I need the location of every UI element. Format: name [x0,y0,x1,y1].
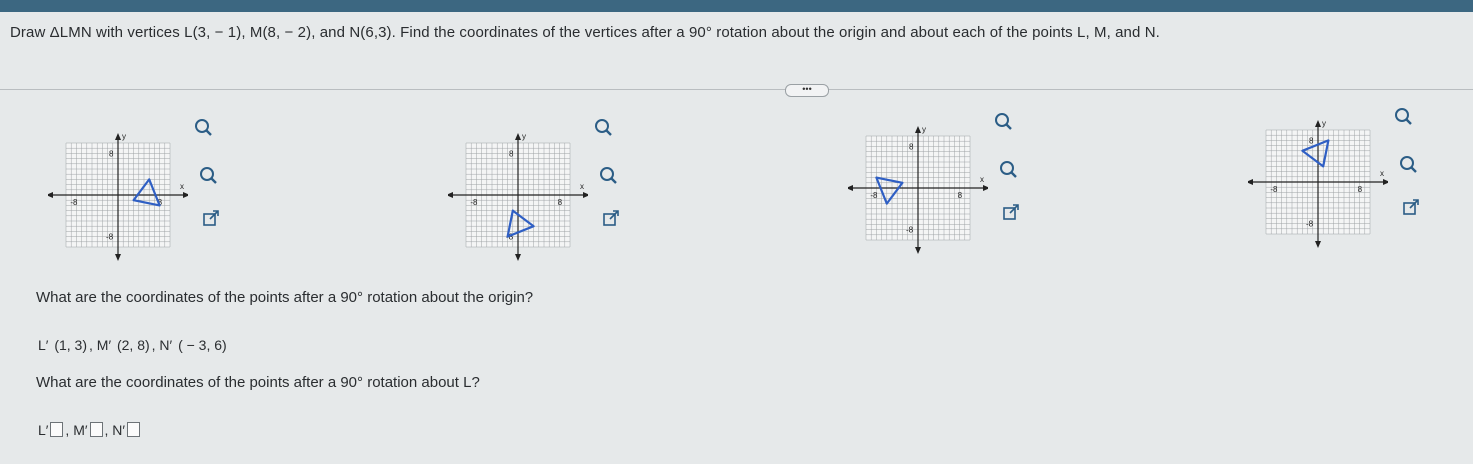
open-external-icon[interactable] [1401,197,1421,217]
y-axis-label: y [522,132,526,141]
vertex-l: L(3, − 1) [184,24,242,41]
graph-c [848,118,988,258]
problem-statement: Draw ΔLMN with vertices L(3, − 1), M(8, − 2), and N(6,3). Find the coordinates of the vertices after a 90° rotation about the origin and about each of the points L, M, and N. [10,24,1160,41]
zoom-out-icon[interactable] [599,166,619,186]
zoom-in-icon[interactable] [993,112,1013,132]
tick-label: -8 [870,191,878,200]
q2-l-prime-label: L′ [38,422,49,438]
expand-button[interactable]: ••• [785,84,829,97]
y-axis-label: y [922,125,926,134]
question-2 [36,374,480,391]
n-prime-label: , N′ [151,337,173,353]
graph-option-d[interactable] [1248,112,1388,252]
tick-label: -8 [470,198,478,207]
top-bar [0,0,1473,12]
problem-angle: 90° [688,24,712,41]
answer-row-1 [38,337,229,353]
tick-label: 8 [157,198,163,207]
vertex-m: M(8, − 2) [249,24,312,41]
open-external-icon[interactable] [601,208,621,228]
q2-n-prime-label: , N′ [104,422,126,438]
x-axis-arrow [1248,179,1253,185]
q2-n-prime-input[interactable] [127,422,140,437]
x-axis-arrow [48,192,53,198]
x-axis-arrow [583,192,588,198]
x-axis-arrow [848,185,853,191]
y-axis-arrow [1315,120,1321,127]
question-1 [36,289,533,306]
m-prime-label: , M′ [89,337,112,353]
q2-m-prime-label: , M′ [65,422,88,438]
zoom-out-icon[interactable] [999,160,1019,180]
x-axis-label: x [580,182,584,191]
graph-b [448,125,588,265]
zoom-in-icon[interactable] [1393,107,1413,127]
q1-text-before: What are the coordinates of the points after a [36,289,341,306]
n-prime-answer[interactable]: ( − 3, 6) [178,337,227,353]
x-axis-label: x [180,182,184,191]
q2-m-prime-input[interactable] [90,422,103,437]
problem-mid: . Find the coordinates of the vertices after a [391,24,689,41]
tick-label: 8 [109,149,114,159]
y-axis-arrow [115,133,121,140]
tick-label: -8 [506,232,514,242]
y-axis-arrow [515,254,521,261]
graph-d [1248,112,1388,252]
l-prime-answer[interactable]: (1, 3) [54,337,87,353]
q2-l-prime-input[interactable] [50,422,63,437]
tick-label: 8 [1309,136,1314,146]
tick-label: 8 [557,198,563,207]
zoom-out-icon[interactable] [199,166,219,186]
y-axis-label: y [122,132,126,141]
graph-option-a[interactable] [48,125,188,265]
y-axis-arrow [915,126,921,133]
zoom-in-icon[interactable] [193,118,213,138]
tick-label: 8 [1357,185,1363,194]
tick-label: 8 [957,191,963,200]
tick-label: -8 [906,225,914,235]
x-axis-label: x [1380,169,1384,178]
tick-label: 8 [509,149,514,159]
divider [0,89,1473,90]
q2-angle: 90° [340,374,364,391]
vertex-n: N(6,3) [349,24,392,41]
problem-suffix: rotation about the origin and about each of the points L, M, and N. [711,24,1160,41]
q1-angle: 90° [340,289,364,306]
q2-text-before: What are the coordinates of the points after a [36,374,341,391]
y-axis-label: y [1322,119,1326,128]
y-axis-arrow [115,254,121,261]
y-axis-arrow [1315,241,1321,248]
tick-label: 8 [909,142,914,152]
x-axis-label: x [980,175,984,184]
x-axis-arrow [983,185,988,191]
open-external-icon[interactable] [201,208,221,228]
tick-label: -8 [70,198,78,207]
x-axis-arrow [183,192,188,198]
x-axis-arrow [448,192,453,198]
graph-a [48,125,188,265]
zoom-in-icon[interactable] [593,118,613,138]
x-axis-arrow [1383,179,1388,185]
problem-prefix: Draw ΔLMN with vertices [10,24,185,41]
tick-label: -8 [106,232,114,242]
zoom-out-icon[interactable] [1399,155,1419,175]
open-external-icon[interactable] [1001,202,1021,222]
y-axis-arrow [515,133,521,140]
q2-text-after: rotation about L? [363,374,480,391]
y-axis-arrow [915,247,921,254]
graph-option-b[interactable] [448,125,588,265]
graph-option-c[interactable] [848,118,988,258]
tick-label: -8 [1270,185,1278,194]
tick-label: -8 [1306,219,1314,229]
q1-text-after: rotation about the origin? [363,289,534,306]
l-prime-label: L′ [38,337,49,353]
answer-row-2 [38,422,142,438]
m-prime-answer[interactable]: (2, 8) [116,337,150,353]
problem-and: , and [311,24,350,41]
